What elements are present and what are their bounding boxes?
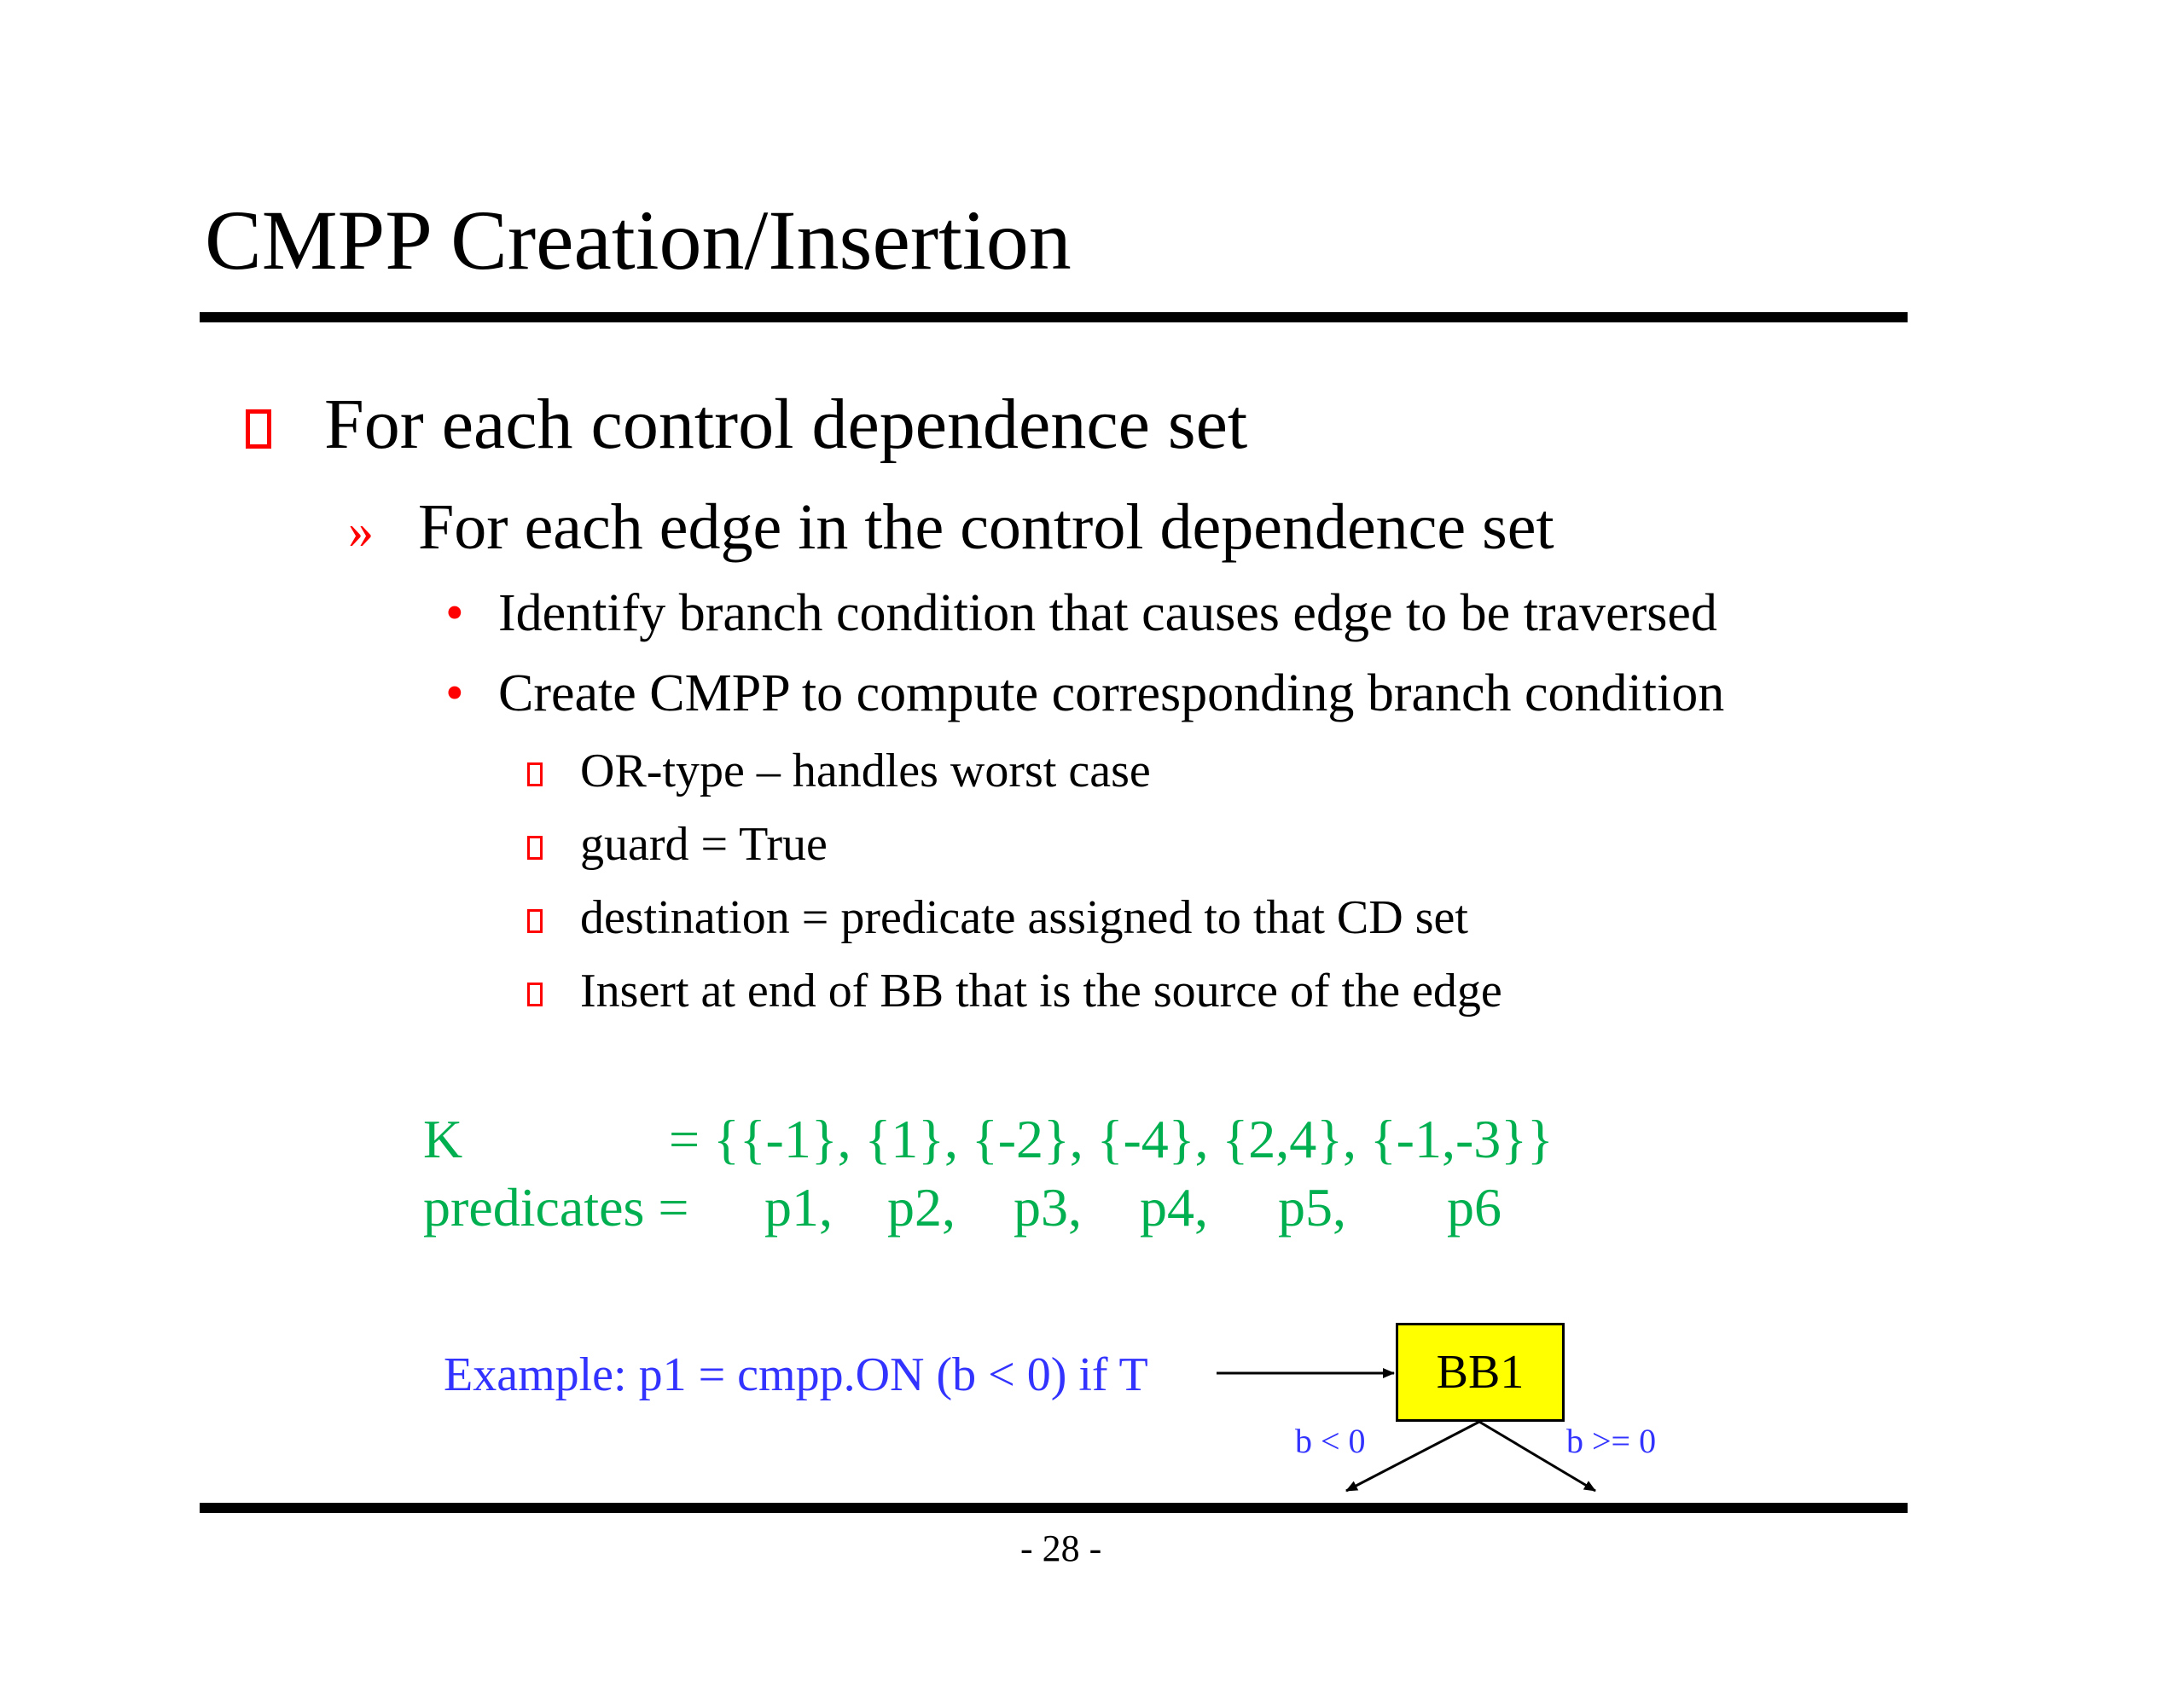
k-label: K <box>423 1109 463 1169</box>
bb1-label: BB1 <box>1436 1346 1525 1399</box>
footer-rule <box>200 1503 1908 1513</box>
bb1-block <box>1396 1323 1565 1422</box>
edge-left-arrow <box>1346 1422 1479 1491</box>
predicate-p1: p1, <box>764 1177 833 1238</box>
predicate-p5: p5, <box>1278 1177 1346 1238</box>
predicate-p3: p3, <box>1014 1177 1082 1238</box>
bullet-level4-1: OR-type – handles worst case <box>580 745 1151 797</box>
edge-right-label: b >= 0 <box>1566 1422 1657 1460</box>
example-text: Example: p1 = cmpp.ON (b < 0) if T <box>444 1348 1148 1401</box>
dot-bullet-icon: • <box>445 664 464 722</box>
bullet-level4-2: guard = True <box>580 818 828 871</box>
predicate-p4: p4, <box>1140 1177 1208 1238</box>
bullet-level3-2: Create CMPP to compute corresponding branch condition <box>498 664 1725 722</box>
bullet-level4-3: destination = predicate assigned to that CD set <box>580 891 1468 944</box>
bullet-level1: For each control dependence set <box>324 385 1248 464</box>
predicate-p6: p6 <box>1447 1177 1502 1238</box>
slide-title: CMPP Creation/Insertion <box>205 193 1072 287</box>
k-value: = {{-1}, {1}, {-2}, {-4}, {2,4}, {-1,-3}} <box>669 1109 1554 1169</box>
bullet-level4-4: Insert at end of BB that is the source of the edge <box>580 965 1502 1017</box>
dot-bullet-icon: • <box>445 584 464 642</box>
bullet-level2: For each edge in the control dependence set <box>418 491 1554 563</box>
predicate-p2: p2, <box>887 1177 956 1238</box>
edge-left-label: b < 0 <box>1295 1422 1366 1460</box>
page-number: - 28 - <box>1020 1528 1102 1569</box>
chevron-bullet-icon: » <box>348 502 374 559</box>
bullet-level3-1: Identify branch condition that causes edge to be traversed <box>498 584 1717 642</box>
predicates-label: predicates = <box>423 1177 689 1238</box>
